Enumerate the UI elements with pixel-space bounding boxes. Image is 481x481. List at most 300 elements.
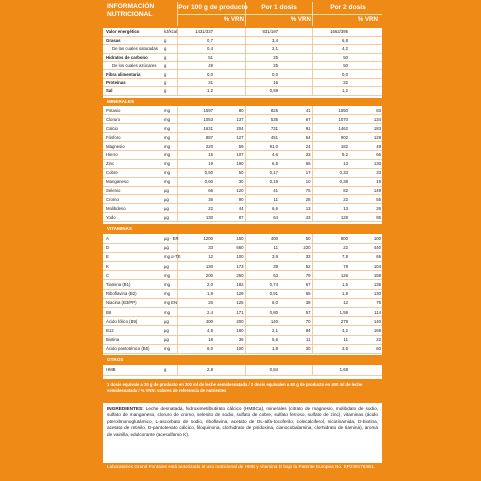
table-row: [103, 159, 382, 168]
cell-p2: [279, 28, 312, 36]
cell-name: Tiamina (B1): [103, 280, 163, 289]
table-row: [103, 177, 382, 186]
cell-name: Calcio: [103, 124, 163, 133]
cell-unit: g: [163, 53, 177, 61]
cell-v2: 825: [245, 106, 279, 115]
table-row: [103, 195, 382, 204]
cell-p3: 140: [349, 317, 382, 326]
cell-p1: 204: [214, 124, 245, 133]
vitamins-panel: [103, 234, 382, 355]
cell-v2: 140: [245, 317, 279, 326]
cell-v3: 50: [312, 53, 349, 61]
cell-v1: 33: [177, 243, 214, 252]
cell-name: Ácido pantoténico (B5): [103, 344, 163, 353]
cell-v1: 12: [177, 252, 214, 261]
cell-v2: 0,19: [245, 177, 279, 186]
cell-v2: 2,1: [245, 45, 279, 53]
cell-v3: 82: [312, 186, 349, 195]
cell-v3: 1,59: [312, 308, 349, 317]
vitamins-table: [103, 234, 382, 354]
cell-p3: [349, 70, 382, 78]
cell-unit: µg: [163, 213, 177, 222]
cell-v1: 66: [177, 186, 214, 195]
cell-name: Yodo: [103, 213, 163, 222]
cell-p3: 440: [349, 243, 382, 252]
cell-v1: 2,4: [177, 308, 214, 317]
cell-p2: [279, 78, 312, 86]
table-row: [103, 142, 382, 151]
table-row: [103, 280, 382, 289]
cell-v1: 4,5: [177, 326, 214, 335]
cell-name: A: [103, 234, 163, 243]
table-row: [103, 150, 382, 159]
table-row: [103, 308, 382, 317]
cell-p3: [349, 62, 382, 70]
cell-unit: µg: [163, 195, 177, 204]
cell-p3: 65: [349, 252, 382, 261]
cell-v1: 2,0: [177, 280, 214, 289]
cell-p3: 168: [349, 326, 382, 335]
column-per-100g: Por 100 g de producto: [178, 4, 248, 11]
cell-v1: 18: [177, 335, 214, 344]
cell-unit: g: [163, 45, 177, 53]
cell-p3: 66: [349, 150, 382, 159]
cell-p2: 17: [279, 168, 312, 177]
cell-v1: 887: [177, 133, 214, 142]
cell-unit: g: [163, 62, 177, 70]
cell-v2: 0,17: [245, 168, 279, 177]
cell-unit: µg: [163, 204, 177, 213]
cell-name: Riboflavina (B2): [103, 289, 163, 298]
cell-v2: 535: [245, 115, 279, 124]
cell-unit: mg: [163, 133, 177, 142]
table-row: [103, 317, 382, 326]
cell-p1: [214, 28, 245, 36]
cell-v2: 63: [245, 271, 279, 280]
cell-unit: g: [163, 78, 177, 86]
table-header: [0, 0, 481, 28]
otros-table: [103, 365, 382, 376]
otros-panel: [103, 365, 382, 379]
cell-v2: 25: [245, 53, 279, 61]
cell-p3: 49: [349, 142, 382, 151]
cell-v2: 64: [245, 213, 279, 222]
cell-v3: 4,2: [312, 45, 349, 53]
cell-v3: 902: [312, 133, 349, 142]
cell-v3: 1650: [312, 106, 349, 115]
cell-v1: 1053: [177, 115, 214, 124]
cell-p1: [214, 78, 245, 86]
cell-name: Zinc: [103, 159, 163, 168]
cell-unit: µg: [163, 335, 177, 344]
cell-v3: 50: [312, 62, 349, 70]
cell-v3: 32: [312, 78, 349, 86]
cell-v1: 51: [177, 53, 214, 61]
cell-name: Cromo: [103, 195, 163, 204]
cell-v3: 13: [312, 159, 349, 168]
cell-unit: mg: [163, 150, 177, 159]
cell-name: D: [103, 243, 163, 252]
cell-p2: 30: [279, 344, 312, 353]
table-row: [103, 335, 382, 344]
cell-p3: 26: [349, 204, 382, 213]
cell-p1: 200: [214, 317, 245, 326]
table-row: [103, 53, 382, 61]
cell-unit: mg: [163, 271, 177, 280]
cell-p1: [214, 87, 245, 95]
cell-v3: 4,2: [312, 326, 349, 335]
cell-unit: µg: [163, 262, 177, 271]
cell-p3: 75: [349, 298, 382, 307]
cell-name: K: [103, 262, 163, 271]
cell-v1: 220: [177, 142, 214, 151]
cell-p2: 43: [279, 213, 312, 222]
cell-p2: 10: [279, 177, 312, 186]
table-row: [103, 78, 382, 86]
cell-v2: 16: [245, 78, 279, 86]
cell-v3: 800: [312, 234, 349, 243]
cell-p3: 130: [349, 289, 382, 298]
cell-p3: [349, 365, 382, 375]
macros-table: [103, 28, 382, 96]
cell-unit: µg - ER: [163, 234, 177, 243]
section-minerales: MINERALES: [103, 98, 382, 106]
cell-v2: 39: [245, 262, 279, 271]
table-row: [103, 62, 382, 70]
cell-p2: 67: [279, 115, 312, 124]
cell-name: HMB: [103, 365, 163, 375]
cell-unit: mg: [163, 344, 177, 353]
cell-unit: mg EN: [163, 298, 177, 307]
cell-p1: [214, 365, 245, 375]
cell-v1: 1,8: [177, 289, 214, 298]
pct-header: % VRN: [290, 16, 311, 23]
cell-v2: 6,5: [245, 159, 279, 168]
cell-p1: 190: [214, 159, 245, 168]
cell-p1: 30: [214, 177, 245, 186]
cell-v2: 0,59: [245, 87, 279, 95]
table-row: [103, 186, 382, 195]
cell-v2: 41: [245, 186, 279, 195]
cell-v3: 78: [312, 262, 349, 271]
cell-p1: 173: [214, 262, 245, 271]
cell-v1: 2,8: [177, 365, 214, 375]
cell-p2: 65: [279, 289, 312, 298]
cell-v1: 1597: [177, 106, 214, 115]
cell-p1: 120: [214, 186, 245, 195]
cell-v2: 0,84: [245, 365, 279, 375]
cell-v1: 31: [177, 78, 214, 86]
cell-name: Hierro: [103, 150, 163, 159]
cell-p2: [279, 36, 312, 44]
cell-unit: mg: [163, 115, 177, 124]
header-divider: [177, 14, 382, 15]
cell-unit: µg: [163, 317, 177, 326]
cell-v3: 3,6: [312, 344, 349, 353]
cell-p2: 11: [279, 335, 312, 344]
cell-unit: µg: [163, 186, 177, 195]
cell-unit: g: [163, 87, 177, 95]
cell-v1: 20: [177, 298, 214, 307]
cell-unit: mg: [163, 142, 177, 151]
cell-p3: 114: [349, 308, 382, 317]
cell-v2: 5,6: [245, 335, 279, 344]
table-row: [103, 326, 382, 335]
cell-v3: 12: [312, 298, 349, 307]
cell-p1: 44: [214, 204, 245, 213]
cell-name: Proteínas: [103, 78, 163, 86]
cell-v3: 13: [312, 204, 349, 213]
cell-unit: kJ/kcal: [164, 29, 178, 35]
table-row: [103, 204, 382, 213]
table-row: [103, 70, 382, 78]
cell-p3: [349, 45, 382, 53]
cell-v1: 400: [177, 317, 214, 326]
cell-p1: 129: [214, 289, 245, 298]
table-row: [103, 252, 382, 261]
cell-v3: 1,8: [312, 289, 349, 298]
cell-v2: 2,1: [245, 326, 279, 335]
cell-v2: 11: [245, 243, 279, 252]
cell-v1: 1,2: [177, 87, 214, 95]
cell-name: Fósforo: [103, 133, 163, 142]
cell-v3: 9,2: [312, 150, 349, 159]
cell-v3: 1462: [312, 124, 349, 133]
cell-v1: 6,0: [177, 344, 214, 353]
cell-p3: 100: [349, 234, 382, 243]
cell-v3: 22: [312, 243, 349, 252]
cell-p2: 64: [279, 133, 312, 142]
cell-v2: 831/197: [245, 28, 279, 36]
cell-p2: [279, 87, 312, 95]
cell-name: De las cuales saturadas: [103, 45, 163, 53]
cell-name: Selenio: [103, 186, 163, 195]
table-row: [103, 87, 382, 95]
cell-v2: 25: [245, 62, 279, 70]
cell-v3: 0,38: [312, 177, 349, 186]
cell-v3: 11: [312, 335, 349, 344]
cell-p2: 28: [279, 195, 312, 204]
minerals-table: [103, 106, 382, 222]
cell-v2: 0,91: [245, 289, 279, 298]
cell-p2: 41: [279, 106, 312, 115]
table-row: [103, 28, 382, 36]
cell-p2: [279, 365, 312, 375]
cell-name: Niacina (B3/PP): [103, 298, 163, 307]
cell-name: Cobre: [103, 168, 163, 177]
ingredients-text: Leche desnatada, hidroximetilbutirato cálcico (HMBCa), minerales (citrato de magnesio, molibdato de sodio, sulfato de manganeso, cloruro de cromo, selenito de sodio, sulfato de cobre, sulfato ferroso, sulfato de zinc), vitaminas (ácido pteroilmonoglutámico, L-ascorbato de sodio, riboflavina, acetato de DL-alfa-tocoferilo, colecalciferol, nicotinamida, D-biotina, acetato de retinilo, D-pantotenato cálcico, filoquinona, clorhidrato de piridoxina, cianocobalamina, clorhidrato de tiamina), aroma de vainilla, edulcorante (acesulfamo K).: [107, 406, 378, 437]
cell-p1: 182: [214, 280, 245, 289]
cell-p2: 91: [279, 124, 312, 133]
cell-p1: 87: [214, 213, 245, 222]
table-row: [103, 234, 382, 243]
cell-v3: 1662/395: [312, 28, 349, 36]
cell-p2: 33: [279, 252, 312, 261]
cell-p3: 134: [349, 115, 382, 124]
table-row: [103, 36, 382, 44]
cell-name: Fibra alimentaria: [103, 70, 163, 78]
cell-p3: 130: [349, 159, 382, 168]
cell-p2: 79: [279, 271, 312, 280]
cell-p1: 59: [214, 142, 245, 151]
cell-p3: 85: [349, 213, 382, 222]
cell-p2: 75: [279, 186, 312, 195]
cell-v1: 0,4: [177, 45, 214, 53]
cell-p2: [279, 45, 312, 53]
cell-p1: [214, 45, 245, 53]
cell-v2: 451: [245, 133, 279, 142]
cell-unit: mg: [163, 106, 177, 115]
cell-p3: 19: [349, 177, 382, 186]
cell-p3: [349, 78, 382, 86]
cell-v1: 0,60: [177, 177, 214, 186]
cell-p3: 60: [349, 344, 382, 353]
cell-p3: 149: [349, 186, 382, 195]
column-per-2-doses: Por 2 dosis: [330, 4, 366, 11]
cell-v2: 11: [245, 195, 279, 204]
cell-p2: 67: [279, 280, 312, 289]
cell-p2: [279, 70, 312, 78]
cell-v1: 36: [177, 195, 214, 204]
cell-v3: 0,0: [312, 70, 349, 78]
cell-p2: 220: [279, 243, 312, 252]
cell-v2: 400: [245, 234, 279, 243]
pct-header: % VRN: [357, 16, 378, 23]
cell-p1: 150: [214, 234, 245, 243]
cell-name: Sal: [103, 87, 163, 95]
cell-unit: g: [163, 70, 177, 78]
cell-name: Molibdeno: [103, 204, 163, 213]
ingredients-label: INGREDIENTES:: [107, 406, 144, 411]
cell-p2: 70: [279, 317, 312, 326]
cell-v2: 1,8: [245, 344, 279, 353]
cell-v3: 0,33: [312, 168, 349, 177]
cell-p1: [214, 70, 245, 78]
table-row: [103, 289, 382, 298]
cell-p1: 250: [214, 271, 245, 280]
cell-p2: 65: [279, 159, 312, 168]
cell-p2: [279, 62, 312, 70]
section-otros: OTROS: [103, 355, 382, 365]
cell-v1: 0,50: [177, 168, 214, 177]
cell-name: B6: [103, 308, 163, 317]
table-row: [103, 115, 382, 124]
cell-name: Valor energético: [103, 28, 163, 36]
cell-p2: 50: [279, 234, 312, 243]
table-row: [103, 133, 382, 142]
cell-v2: 0,74: [245, 280, 279, 289]
footnote: 1 dosis equivale a 30 g de producto en 200 ml de leche semidesnatada / 2 dosis equivalen a 60 g de producto en 400 ml de leche semidesnatada / % VRN: valores de referencia de nutrientes: [107, 382, 363, 393]
cell-v1: 130: [177, 262, 214, 271]
cell-v3: 1,2: [312, 87, 349, 95]
cell-p1: 100: [214, 344, 245, 353]
table-row: [103, 298, 382, 307]
cell-name: Magnesio: [103, 142, 163, 151]
cell-p3: 22: [349, 335, 382, 344]
cell-unit: g: [163, 365, 177, 375]
table-row: [103, 106, 382, 115]
cell-v3: 126: [312, 271, 349, 280]
cell-unit: mg: [163, 280, 177, 289]
cell-p2: 24: [279, 142, 312, 151]
table-row: [103, 262, 382, 271]
cell-p1: 171: [214, 308, 245, 317]
cell-v1: 49: [177, 62, 214, 70]
table-row: [103, 344, 382, 353]
cell-v3: 128: [312, 213, 349, 222]
cell-v3: 182: [312, 142, 349, 151]
cell-v2: 0,80: [245, 308, 279, 317]
cell-p3: 83: [349, 106, 382, 115]
cell-p3: [349, 36, 382, 44]
cell-v1: 15: [177, 150, 214, 159]
cell-v1: 130: [177, 213, 214, 222]
cell-p2: 57: [279, 308, 312, 317]
cell-name: E: [103, 252, 163, 261]
cell-p3: 33: [349, 168, 382, 177]
cell-unit: mg: [163, 159, 177, 168]
cell-p1: 137: [214, 115, 245, 124]
cell-p3: 135: [349, 280, 382, 289]
cell-p3: 183: [349, 124, 382, 133]
patent-note: Laboratoires Grand Fontaine está autorizado al uso nutricional de HMB y vitamina D bajo la Patente Europea No. EP2381784B1.: [107, 464, 376, 469]
cell-unit: g: [163, 36, 177, 44]
cell-p1: 127: [214, 133, 245, 142]
table-row: [103, 365, 382, 375]
cell-v3: 6,8: [312, 36, 349, 44]
cell-name: Ácido fólico (B9): [103, 317, 163, 326]
cell-v1: 1200: [177, 234, 214, 243]
cell-name: B12: [103, 326, 163, 335]
header-title: INFORMACIÓN NUTRICIONAL: [107, 3, 155, 18]
cell-p3: [349, 87, 382, 95]
cell-p1: 180: [214, 326, 245, 335]
table-row: [103, 168, 382, 177]
cell-unit: µg: [163, 326, 177, 335]
section-vitaminas: VITAMINAS: [103, 224, 382, 234]
table-row: [103, 213, 382, 222]
pct-header: % VRN: [223, 16, 244, 23]
cell-unit: mg α-TE: [163, 252, 177, 261]
table-row: [103, 45, 382, 53]
cell-v2: 3,4: [245, 36, 279, 44]
cell-p1: 100: [214, 252, 245, 261]
cell-v3: 7,8: [312, 252, 349, 261]
cell-p1: 80: [214, 106, 245, 115]
cell-name: Grasas: [103, 36, 163, 44]
cell-v2: 6,6: [245, 204, 279, 213]
cell-p2: 84: [279, 326, 312, 335]
cell-v1: 1431/337: [177, 28, 214, 36]
cell-v1: 0,0: [177, 70, 214, 78]
cell-v2: 91,0: [245, 142, 279, 151]
cell-v3: 1070: [312, 115, 349, 124]
cell-unit: mg: [163, 177, 177, 186]
cell-unit: µg: [163, 243, 177, 252]
cell-p3: 129: [349, 133, 382, 142]
cell-v3: 1,68: [312, 365, 349, 375]
cell-p1: 125: [214, 298, 245, 307]
cell-p1: [214, 36, 245, 44]
cell-p2: 38: [279, 298, 312, 307]
cell-v3: 1,5: [312, 280, 349, 289]
cell-name: Biotina: [103, 335, 163, 344]
cell-name: Cloruro: [103, 115, 163, 124]
cell-p1: 107: [214, 150, 245, 159]
cell-p2: [279, 53, 312, 61]
cell-name: De los cuales azúcares: [103, 62, 163, 70]
cell-name: Hidratos de carbono: [103, 53, 163, 61]
